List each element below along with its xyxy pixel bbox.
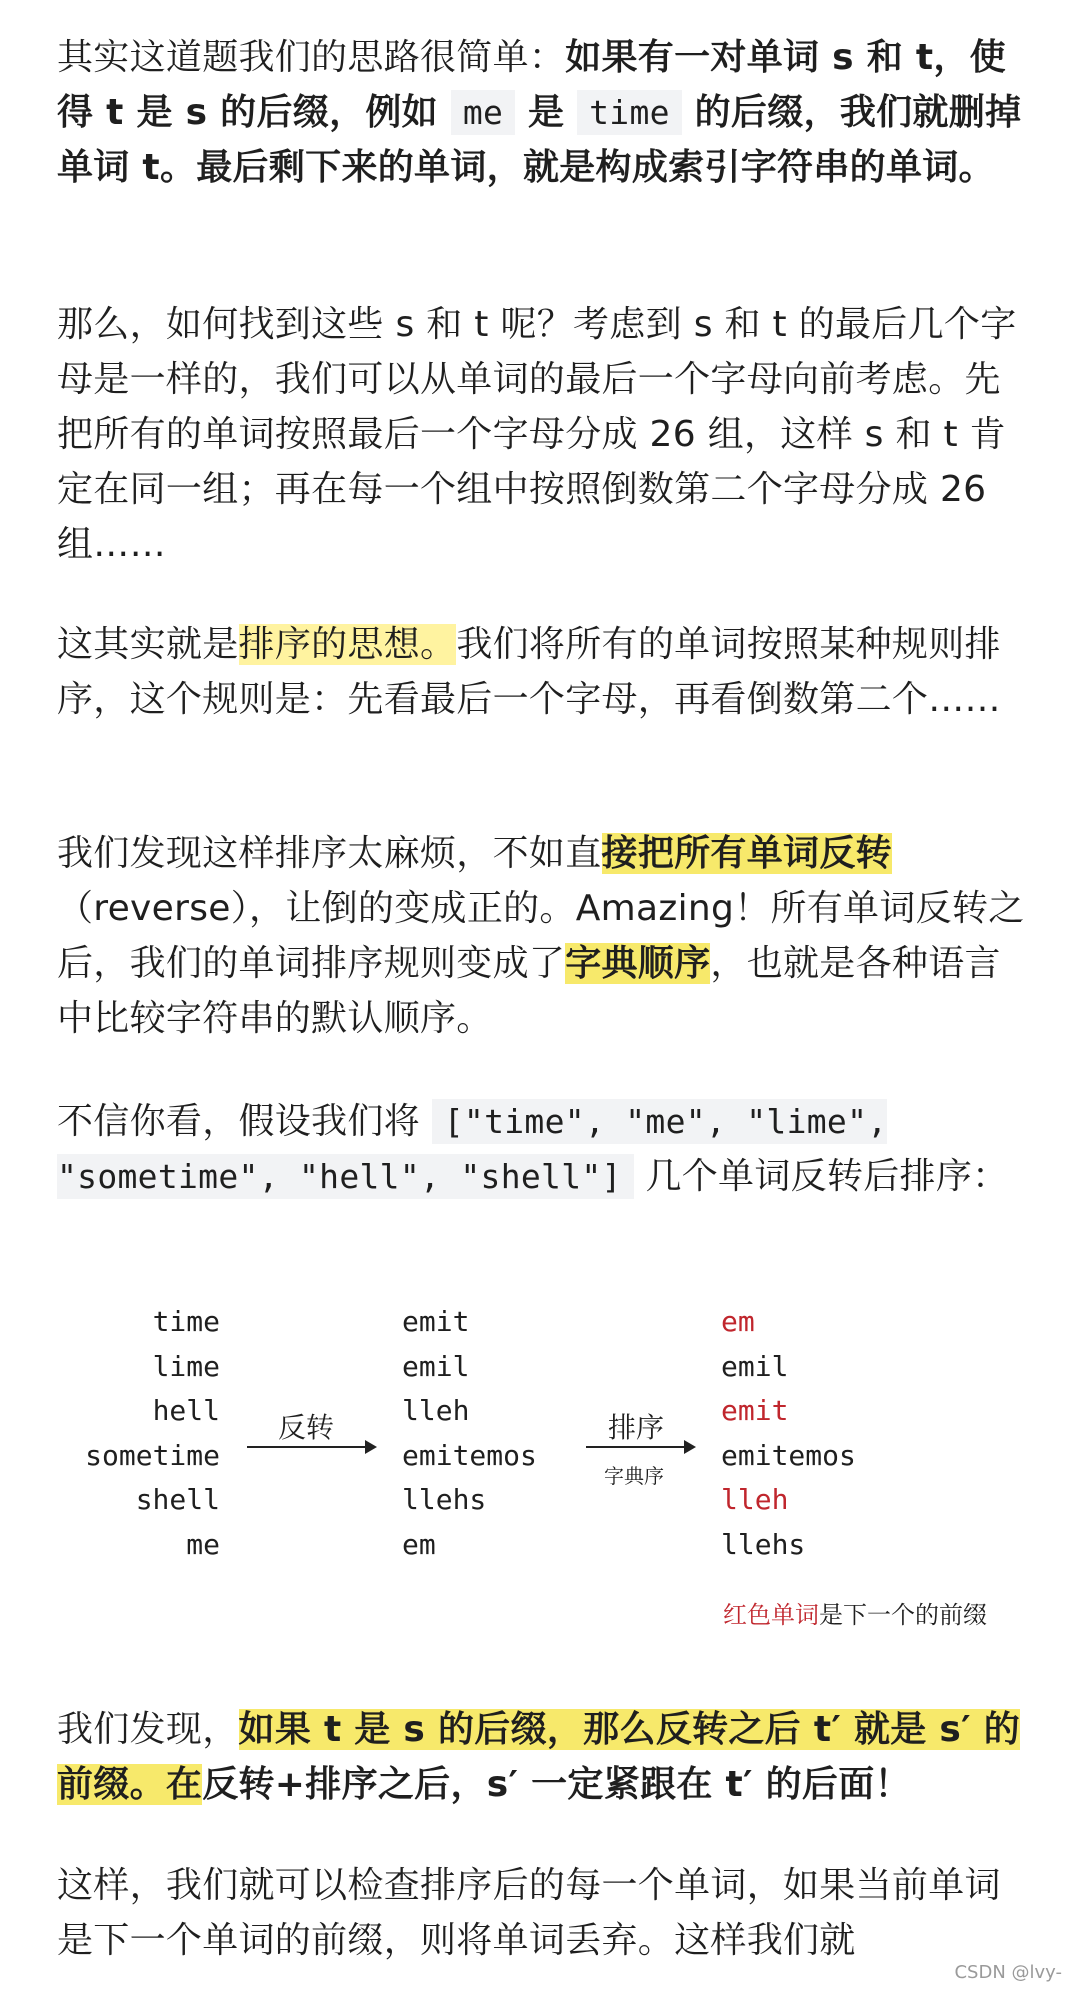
word: lleh <box>402 1394 470 1427</box>
highlight-dict-order: 字典顺序 <box>565 943 711 984</box>
paragraph-3 <box>57 617 1025 727</box>
word: me <box>186 1527 220 1561</box>
paragraph-7: 这样，我们就可以检查排序后的每一个单词，如果当前单词是下一个单词的前缀，则将单词丢弃。这样我们就 <box>57 1865 1001 1961</box>
code-time: time <box>577 90 682 135</box>
word: llehs <box>402 1483 487 1516</box>
p4-rest: ，也就是各种语言中比较字符串的默认顺序。 <box>57 943 1001 1039</box>
p3-lead: 这其实就是 <box>57 624 239 665</box>
diagram-note <box>723 1595 987 1630</box>
word: emitemos <box>721 1438 856 1472</box>
word: emitemos <box>402 1438 537 1472</box>
paragraph-6 <box>57 1702 1025 1812</box>
highlight-sort-idea: 排序的思想。 <box>238 624 457 665</box>
p3-rest: 我们将所有的单词按照某种规则排序，这个规则是：先看最后一个字母，再看倒数第二个…… <box>57 624 1001 720</box>
note-red-words: 红色单词 <box>723 1601 819 1629</box>
p6-rest: 反转+排序之后，s′ 一定紧跟在 t′ 的后面！ <box>202 1764 911 1805</box>
p5-lead: 不信你看，假设我们将 <box>57 1101 432 1142</box>
arrow-reverse <box>247 1446 375 1448</box>
p4-lead: 我们发现这样排序太麻烦，不如直 <box>57 833 602 874</box>
word-prefix: em <box>721 1305 755 1338</box>
arrow-reverse-label: 反转 <box>278 1411 335 1444</box>
paragraph-2: 那么，如何找到这些 s 和 t 呢？考虑到 s 和 t 的最后几个字母是一样的，我们可以从单词的最后一个字母向前考虑。先把所有的单词按照最后一个字母分成 26 组，这样 s 和 t 肯定在同一组；再在每一个组中按照倒数第二个字母分成 26 组…… <box>57 304 1017 565</box>
word: hell <box>152 1394 220 1427</box>
word: time <box>152 1305 220 1338</box>
note-rest: 是下一个的前缀 <box>819 1601 987 1629</box>
paragraph-1 <box>57 30 1025 195</box>
word: lime <box>152 1349 220 1383</box>
word: emil <box>721 1349 789 1383</box>
highlight-prefix-claim: 如果 t 是 s 的后缀，那么反转之后 t′ 就是 s′ 的前缀。在 <box>57 1709 1021 1805</box>
word: sometime <box>85 1438 220 1472</box>
sorted-words-column <box>721 1300 856 1567</box>
reversed-words-column <box>402 1300 537 1567</box>
word-prefix: emit <box>721 1394 789 1427</box>
highlight-reverse: 接把所有单词反转 <box>601 833 892 874</box>
word: em <box>402 1527 436 1561</box>
original-words-column <box>40 1300 220 1567</box>
word-prefix: lleh <box>721 1483 789 1516</box>
p1-bold-3: 的后缀，我们就删掉单词 t。最后剩下来的单词，就是构成索引字符串的单词。 <box>57 92 1022 188</box>
word: shell <box>135 1483 220 1516</box>
paragraph-4 <box>57 826 1025 1046</box>
p4-mid: （reverse），让倒的变成正的。Amazing！所有单词反转之后，我们的单词排序规则变成了 <box>57 888 1025 984</box>
p1-bold-2: 是 <box>515 92 578 133</box>
word: emit <box>402 1305 470 1338</box>
arrow-sort <box>586 1446 694 1448</box>
word: llehs <box>721 1527 806 1561</box>
reverse-sort-diagram <box>0 1300 1080 1640</box>
p1-lead: 其实这道题我们的思路很简单： <box>57 37 566 78</box>
word: emil <box>402 1349 470 1383</box>
watermark: CSDN @lvy- <box>954 1962 1062 1983</box>
p6-lead: 我们发现， <box>57 1709 239 1750</box>
code-word-list: ["time", "me", "lime", "sometime", "hell", "shell"] <box>57 1099 887 1199</box>
paragraph-5 <box>57 1094 1025 1204</box>
code-me: me <box>451 90 515 135</box>
p1-bold-1: 如果有一对单词 s 和 t，使得 t 是 s 的后缀，例如 <box>57 37 1006 133</box>
arrow-sort-sublabel: 字典序 <box>604 1464 664 1488</box>
arrow-sort-label: 排序 <box>608 1411 665 1444</box>
p5-rest: 几个单词反转后排序： <box>633 1156 1009 1197</box>
